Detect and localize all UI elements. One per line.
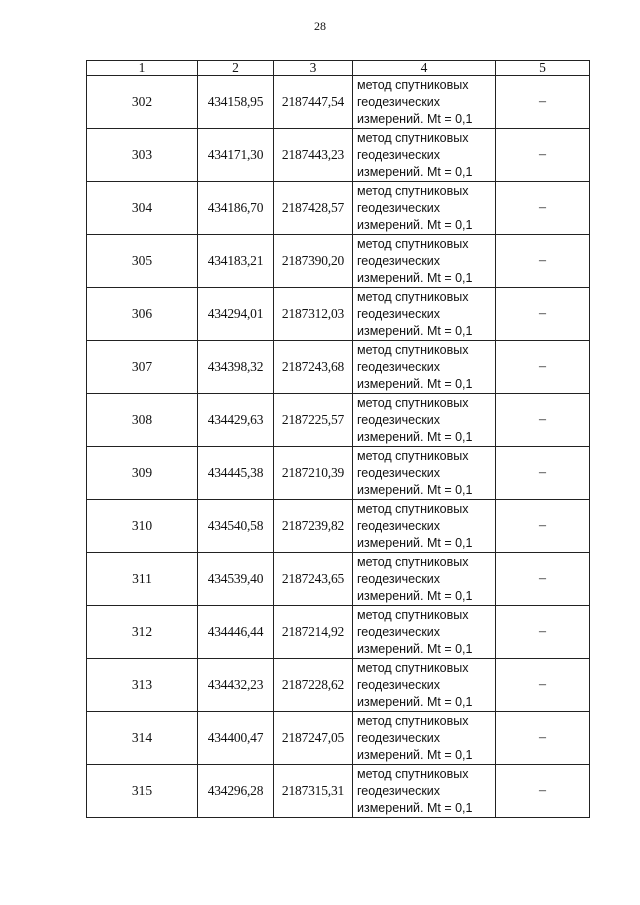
x-coordinate-cell: 434540,58 [198, 500, 274, 553]
point-number-cell: 302 [87, 76, 198, 129]
note-cell: – [496, 394, 590, 447]
header-row [87, 61, 590, 76]
y-coordinate-cell: 2187443,23 [274, 129, 353, 182]
method-cell: метод спутниковых геодезических измерений. Mt = 0,1 [353, 553, 496, 606]
x-coordinate-cell: 434539,40 [198, 553, 274, 606]
table-row [87, 447, 590, 500]
point-number-cell: 306 [87, 288, 198, 341]
table-row [87, 553, 590, 606]
x-coordinate-cell: 434429,63 [198, 394, 274, 447]
table-row [87, 235, 590, 288]
point-number-cell: 309 [87, 447, 198, 500]
table-row [87, 500, 590, 553]
y-coordinate-cell: 2187239,82 [274, 500, 353, 553]
x-coordinate-cell: 434445,38 [198, 447, 274, 500]
x-coordinate-cell: 434432,23 [198, 659, 274, 712]
note-cell: – [496, 606, 590, 659]
point-number-cell: 311 [87, 553, 198, 606]
page-number: 28 [314, 19, 326, 33]
point-number-cell: 303 [87, 129, 198, 182]
method-cell: метод спутниковых геодезических измерений. Mt = 0,1 [353, 76, 496, 129]
x-coordinate-cell: 434171,30 [198, 129, 274, 182]
note-cell: – [496, 659, 590, 712]
y-coordinate-cell: 2187243,68 [274, 341, 353, 394]
method-cell: метод спутниковых геодезических измерений. Mt = 0,1 [353, 394, 496, 447]
point-number-cell: 310 [87, 500, 198, 553]
note-cell: – [496, 500, 590, 553]
table-row [87, 76, 590, 129]
x-coordinate-cell: 434400,47 [198, 712, 274, 765]
x-coordinate-cell: 434446,44 [198, 606, 274, 659]
point-number-cell: 313 [87, 659, 198, 712]
table-row [87, 341, 590, 394]
y-coordinate-cell: 2187225,57 [274, 394, 353, 447]
table-row [87, 712, 590, 765]
point-number-cell: 307 [87, 341, 198, 394]
y-coordinate-cell: 2187312,03 [274, 288, 353, 341]
note-cell: – [496, 765, 590, 818]
table-body [87, 76, 590, 818]
header-col-5: 5 [496, 61, 590, 76]
point-number-cell: 312 [87, 606, 198, 659]
note-cell: – [496, 288, 590, 341]
y-coordinate-cell: 2187390,20 [274, 235, 353, 288]
note-cell: – [496, 712, 590, 765]
method-cell: метод спутниковых геодезических измерений. Mt = 0,1 [353, 182, 496, 235]
note-cell: – [496, 76, 590, 129]
note-cell: – [496, 235, 590, 288]
note-cell: – [496, 129, 590, 182]
x-coordinate-cell: 434158,95 [198, 76, 274, 129]
y-coordinate-cell: 2187315,31 [274, 765, 353, 818]
method-cell: метод спутниковых геодезических измерений. Mt = 0,1 [353, 712, 496, 765]
table-row [87, 129, 590, 182]
table-row [87, 182, 590, 235]
note-cell: – [496, 447, 590, 500]
table-header [87, 61, 590, 76]
note-cell: – [496, 553, 590, 606]
table-row [87, 394, 590, 447]
x-coordinate-cell: 434294,01 [198, 288, 274, 341]
x-coordinate-cell: 434398,32 [198, 341, 274, 394]
x-coordinate-cell: 434296,28 [198, 765, 274, 818]
method-cell: метод спутниковых геодезических измерений. Mt = 0,1 [353, 235, 496, 288]
table-row [87, 659, 590, 712]
y-coordinate-cell: 2187447,54 [274, 76, 353, 129]
method-cell: метод спутниковых геодезических измерений. Mt = 0,1 [353, 659, 496, 712]
method-cell: метод спутниковых геодезических измерений. Mt = 0,1 [353, 606, 496, 659]
point-number-cell: 305 [87, 235, 198, 288]
point-number-cell: 314 [87, 712, 198, 765]
header-col-4: 4 [353, 61, 496, 76]
table-row [87, 765, 590, 818]
point-number-cell: 308 [87, 394, 198, 447]
header-col-2: 2 [198, 61, 274, 76]
table-row [87, 606, 590, 659]
point-number-cell: 315 [87, 765, 198, 818]
coordinates-table [86, 60, 590, 818]
header-col-1: 1 [87, 61, 198, 76]
method-cell: метод спутниковых геодезических измерений. Mt = 0,1 [353, 341, 496, 394]
y-coordinate-cell: 2187428,57 [274, 182, 353, 235]
note-cell: – [496, 182, 590, 235]
method-cell: метод спутниковых геодезических измерений. Mt = 0,1 [353, 500, 496, 553]
table-row [87, 288, 590, 341]
method-cell: метод спутниковых геодезических измерений. Mt = 0,1 [353, 765, 496, 818]
method-cell: метод спутниковых геодезических измерений. Mt = 0,1 [353, 129, 496, 182]
header-col-3: 3 [274, 61, 353, 76]
x-coordinate-cell: 434186,70 [198, 182, 274, 235]
y-coordinate-cell: 2187210,39 [274, 447, 353, 500]
y-coordinate-cell: 2187243,65 [274, 553, 353, 606]
note-cell: – [496, 341, 590, 394]
y-coordinate-cell: 2187214,92 [274, 606, 353, 659]
y-coordinate-cell: 2187247,05 [274, 712, 353, 765]
point-number-cell: 304 [87, 182, 198, 235]
y-coordinate-cell: 2187228,62 [274, 659, 353, 712]
method-cell: метод спутниковых геодезических измерений. Mt = 0,1 [353, 288, 496, 341]
method-cell: метод спутниковых геодезических измерений. Mt = 0,1 [353, 447, 496, 500]
x-coordinate-cell: 434183,21 [198, 235, 274, 288]
